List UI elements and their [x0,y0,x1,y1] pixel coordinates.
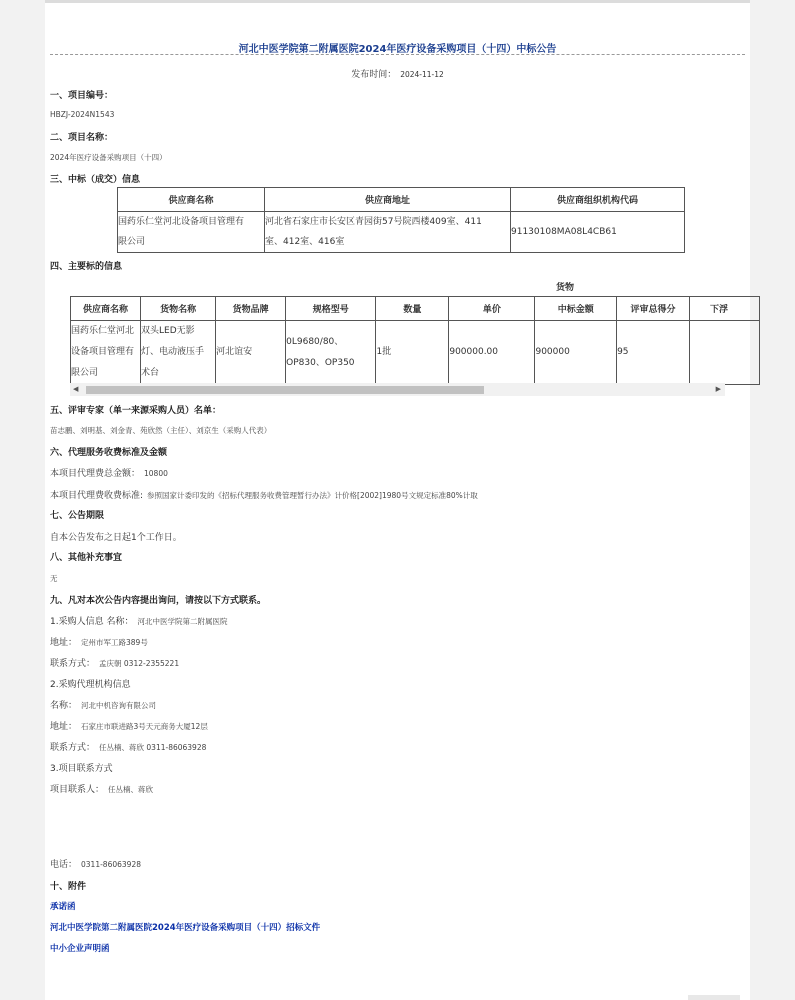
publish-time-value: 2024-11-12 [400,70,444,79]
col-supplier-name: 供应商名称 [118,188,265,212]
attachment-link-commitment[interactable]: 承诺函 [50,902,76,912]
period-value: 自本公告发布之日起1个工作日。 [50,533,182,543]
corner-widget [688,995,740,1000]
col-supplier-address: 供应商地址 [265,188,511,212]
supplier-code-cell: 91130108MA08L4CB61 [511,212,685,253]
table-row [118,212,685,253]
section-attachments-heading: 十、附件 [50,882,87,892]
items-table [70,296,760,385]
section-project-number-heading: 一、项目编号： [50,91,114,101]
col-spec: 规格型号 [286,297,376,321]
horizontal-scrollbar[interactable] [70,383,725,396]
brand-cell: 河北谊安 [216,321,286,385]
title-divider [50,54,745,55]
unit-price-cell: 900000.00 [449,321,535,385]
col-goods-name: 货物名称 [141,297,216,321]
score-cell: 95 [617,321,690,385]
col-brand: 货物品牌 [216,297,286,321]
goods-group-header: 货物 [555,283,574,293]
scroll-right-icon[interactable]: ▶ [715,385,721,393]
section-award-heading: 三、中标（成交）信息 [50,175,141,185]
col-quantity: 数量 [376,297,449,321]
col-supplier: 供应商名称 [71,297,141,321]
project-contact-phone: 电话： 0311-86063928 [50,860,141,870]
discount-cell [689,321,759,385]
section-experts-heading: 五、评审专家（单一来源采购人员）名单： [50,406,222,416]
col-award-amount: 中标金额 [535,297,617,321]
section-period-heading: 七、公告期限 [50,511,105,521]
col-supplier-code: 供应商组织机构代码 [511,188,685,212]
project-contact-person: 项目联系人： 任丛楠、蒋欣 [50,785,154,795]
attachment-link-tender-document[interactable]: 河北中医学院第二附属医院2024年医疗设备采购项目（十四）招标文件 [50,923,321,933]
announcement-title: 河北中医学院第二附属医院2024年医疗设备采购项目（十四）中标公告 [238,44,557,55]
col-unit-price: 单价 [449,297,535,321]
col-discount: 下浮 [689,297,759,321]
award-table [117,187,685,253]
section-contact-heading: 九、凡对本次公告内容提出询问，请按以下方式联系。 [50,596,267,606]
table-header-row [118,188,685,212]
table-header-row [71,297,760,321]
agency-name: 名称： 河北中机咨询有限公司 [50,701,157,711]
supplier-name-cell: 国药乐仁堂河北设备项目管理有 限公司 [118,212,265,253]
col-score: 评审总得分 [617,297,690,321]
announcement-page [45,0,750,1000]
project-name-value: 2024年医疗设备采购项目（十四） [50,153,167,162]
publish-time [45,67,750,80]
agency-address: 地址： 石家庄市联进路3号天元商务大厦12层 [50,722,208,732]
attachment-link-sme-declaration[interactable]: 中小企业声明函 [50,944,110,954]
experts-value: 苗志鹏、刘明基、刘金青、苑欣然（主任）、刘京生（采购人代表） [50,426,272,435]
project-contact-title: 3.项目联系方式 [50,764,113,774]
goods-name-cell: 双头LED无影 灯、电动液压手 术台 [141,321,216,385]
items-table-scroll-area[interactable] [70,296,728,382]
section-main-items-heading: 四、主要标的信息 [50,262,123,272]
supplier-cell: 国药乐仁堂河北 设备项目管理有 限公司 [71,321,141,385]
top-bar [45,0,750,3]
award-amount-cell: 900000 [535,321,617,385]
agency-fee-total: 本项目代理费总金额： 10800 [50,469,168,479]
supplement-value: 无 [50,574,58,583]
table-row [71,321,760,385]
quantity-cell: 1批 [376,321,449,385]
scrollbar-thumb[interactable] [86,386,484,394]
spec-cell: 0L9680/80、 OP830、OP350 [286,321,376,385]
section-agency-fee-heading: 六、代理服务收费标准及金额 [50,448,168,458]
agency-fee-standard: 本项目代理费收费标准: 参照国家计委印发的《招标代理服务收费管理暂行办法》计价格[2002]1980号文规定标准80%计取 [50,491,478,501]
supplier-address-cell: 河北省石家庄市长安区青园街57号院西楼409室、411 室、412室、416室 [265,212,511,253]
project-number-value: HBZJ-2024N1543 [50,110,115,119]
buyer-address: 地址： 定州市军工路389号 [50,638,148,648]
buyer-contact: 联系方式： 孟庆朝 0312-2355221 [50,659,180,669]
agency-contact: 联系方式： 任丛楠、蒋欣 0311-86063928 [50,743,207,753]
section-supplement-heading: 八、其他补充事宜 [50,553,123,563]
scroll-left-icon[interactable]: ◀ [73,385,79,393]
buyer-name: 1.采购人信息 名称： 河北中医学院第二附属医院 [50,617,228,627]
section-project-name-heading: 二、项目名称： [50,133,114,143]
publish-time-label: 发布时间： [351,70,397,80]
agency-title: 2.采购代理机构信息 [50,680,131,690]
